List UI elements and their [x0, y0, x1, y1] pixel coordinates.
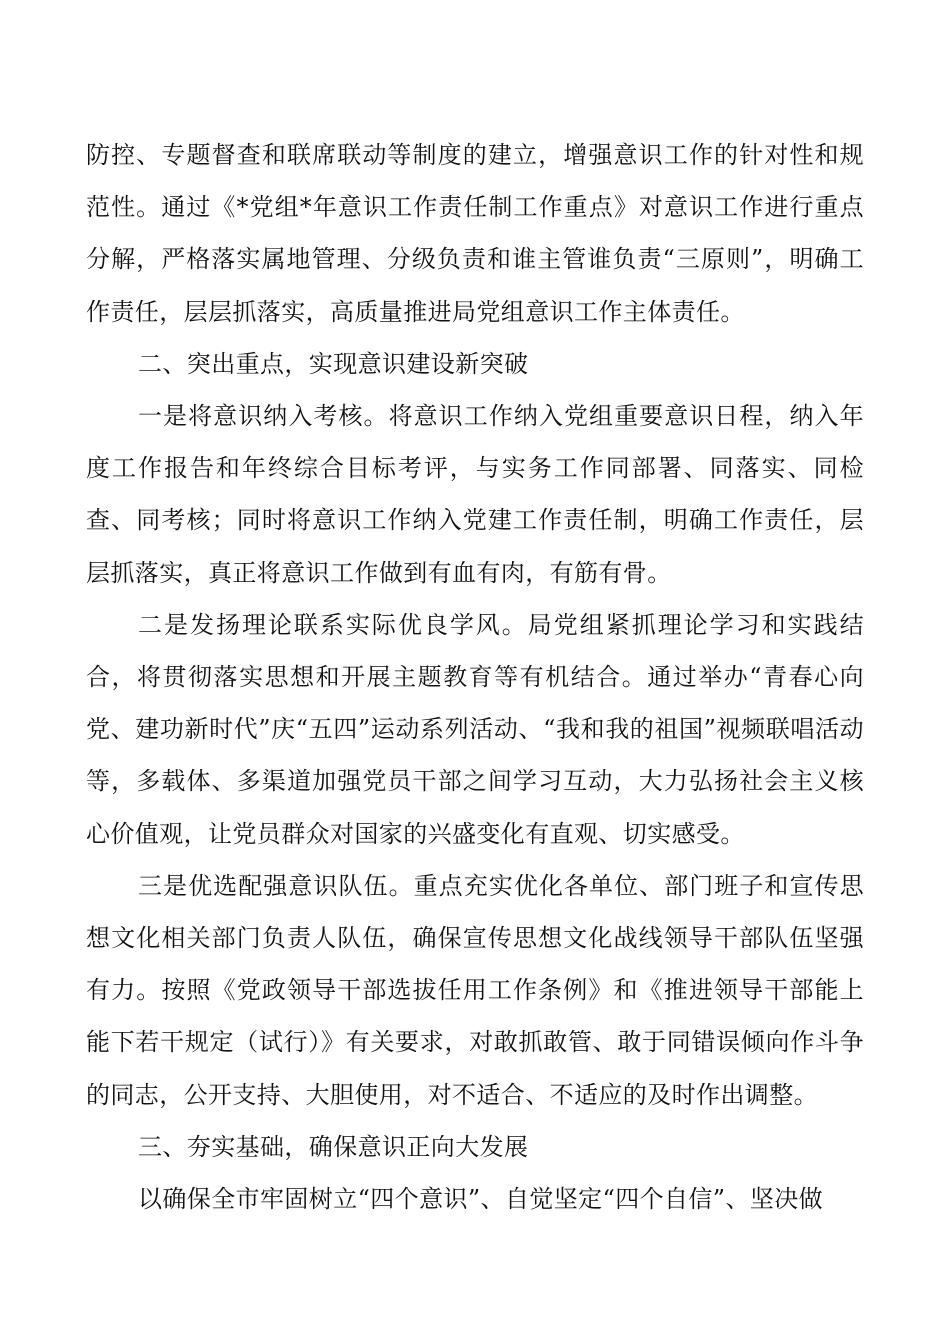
paragraph-foundation: 以确保全市牢固树立“四个意识”、自觉坚定“四个自信”、坚决做 — [138, 1185, 824, 1214]
section-heading-three: 三、夯实基础，确保意识正向大发展 — [138, 1132, 529, 1161]
document-body — [86, 129, 864, 1225]
paragraph-continuation: 防控、专题督查和联席联动等制度的建立，增强意识工作的针对性和规范性。通过《*党组*年意识工作责任制工作重点》对意识工作进行重点分解，严格落实属地管理、分级负责和谁主管谁负责“三原则”，明确工作责任，层层抓落实，高质量推进局党组意识工作主体责任。 — [86, 141, 864, 326]
paragraph-study-style: 二是发扬理论联系实际优良学风。局党组紧抓理论学习和实践结合，将贯彻落实思想和开展主题教育等有机结合。通过举办“青春心向党、建功新时代”庆“五四”运动系列活动、“我和我的祖国”视频联唱活动等，多载体、多渠道加强党员干部之间学习互动，大力弘扬社会主义核心价值观，让党员群众对国家的兴盛变化有直观、切实感受。 — [86, 610, 864, 848]
paragraph-team: 三是优选配强意识队伍。重点充实优化各单位、部门班子和宣传思想文化相关部门负责人队伍，确保宣传思想文化战线领导干部队伍坚强有力。按照《党政领导干部选拔任用工作条例》和《推进领导干部能上能下若干规定（试行）》有关要求，对敢抓敢管、敢于同错误倾向作斗争的同志，公开支持、大胆使用，对不适合、不适应的及时作出调整。 — [86, 871, 864, 1109]
section-heading-two: 二、突出重点，实现意识建设新突破 — [138, 349, 529, 378]
paragraph-assessment: 一是将意识纳入考核。将意识工作纳入党组重要意识日程，纳入年度工作报告和年终综合目标考评，与实务工作同部署、同落实、同检查、同考核；同时将意识工作纳入党建工作责任制，明确工作责任，层层抓落实，真正将意识工作做到有血有肉，有筋有骨。 — [86, 402, 864, 587]
